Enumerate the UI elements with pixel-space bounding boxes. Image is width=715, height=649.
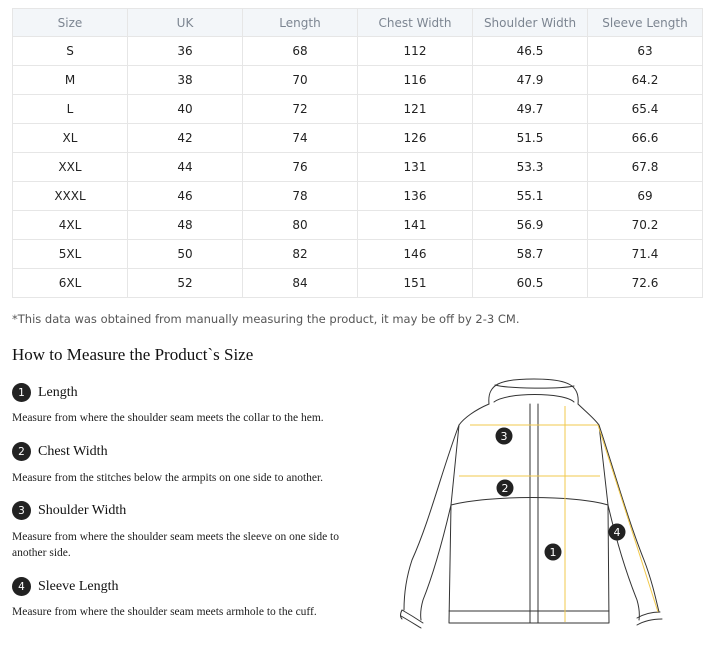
header-chest-width: Chest Width [358, 9, 473, 37]
cell-chest-width: 146 [358, 240, 473, 269]
step-description: Measure from where the shoulder seam meets armhole to the cuff. [12, 606, 317, 618]
cell-chest-width: 141 [358, 211, 473, 240]
cell-size: XXL [13, 153, 128, 182]
step-number-badge: 3 [12, 501, 31, 520]
step-description: Measure from where the shoulder seam meets the sleeve on one side to another side. [12, 531, 340, 559]
cell-sleeve-length: 69 [588, 182, 703, 211]
step-shoulder-width [12, 501, 126, 520]
cell-sleeve-length: 65.4 [588, 95, 703, 124]
cell-sleeve-length: 70.2 [588, 211, 703, 240]
cell-shoulder-width: 49.7 [473, 95, 588, 124]
cell-sleeve-length: 66.6 [588, 124, 703, 153]
step-title: Length [38, 384, 78, 400]
step-description: Measure from where the shoulder seam meets the collar to the hem. [12, 412, 324, 424]
step-title: Chest Width [38, 443, 108, 459]
cell-shoulder-width: 55.1 [473, 182, 588, 211]
cell-uk: 44 [128, 153, 243, 182]
table-row [13, 240, 703, 269]
cell-chest-width: 112 [358, 37, 473, 66]
table-row [13, 66, 703, 95]
cell-sleeve-length: 67.8 [588, 153, 703, 182]
step-length [12, 383, 78, 402]
cell-shoulder-width: 47.9 [473, 66, 588, 95]
jacket-diagram [395, 375, 675, 637]
step-number-badge: 4 [12, 577, 31, 596]
cell-uk: 50 [128, 240, 243, 269]
header-shoulder-width: Shoulder Width [473, 9, 588, 37]
cell-chest-width: 131 [358, 153, 473, 182]
cell-size: XXXL [13, 182, 128, 211]
table-header-row [13, 9, 703, 37]
header-size: Size [13, 9, 128, 37]
cell-size: S [13, 37, 128, 66]
cell-shoulder-width: 56.9 [473, 211, 588, 240]
measurement-note: *This data was obtained from manually measuring the product, it may be off by 2-3 CM. [12, 312, 520, 326]
cell-length: 70 [243, 66, 358, 95]
cell-uk: 48 [128, 211, 243, 240]
cell-sleeve-length: 71.4 [588, 240, 703, 269]
table-row [13, 37, 703, 66]
howto-title: How to Measure the Product`s Size [12, 345, 254, 364]
svg-text:2: 2 [501, 482, 509, 495]
svg-text:3: 3 [500, 430, 508, 443]
size-chart-table [12, 8, 703, 298]
table-row [13, 211, 703, 240]
step-title: Sleeve Length [38, 578, 119, 594]
cell-uk: 46 [128, 182, 243, 211]
table-row [13, 95, 703, 124]
table-row [13, 153, 703, 182]
cell-sleeve-length: 72.6 [588, 269, 703, 298]
step-sleeve-length [12, 577, 118, 596]
table-row [13, 124, 703, 153]
cell-chest-width: 126 [358, 124, 473, 153]
step-description: Measure from the stitches below the armpits on one side to another. [12, 472, 324, 484]
cell-length: 72 [243, 95, 358, 124]
cell-shoulder-width: 53.3 [473, 153, 588, 182]
cell-length: 82 [243, 240, 358, 269]
cell-uk: 42 [128, 124, 243, 153]
svg-text:1: 1 [549, 546, 557, 559]
cell-uk: 52 [128, 269, 243, 298]
cell-length: 76 [243, 153, 358, 182]
cell-length: 74 [243, 124, 358, 153]
cell-uk: 36 [128, 37, 243, 66]
cell-uk: 40 [128, 95, 243, 124]
cell-length: 80 [243, 211, 358, 240]
cell-size: L [13, 95, 128, 124]
marker-1-icon [545, 544, 562, 561]
table-row [13, 182, 703, 211]
cell-length: 68 [243, 37, 358, 66]
cell-sleeve-length: 64.2 [588, 66, 703, 95]
cell-shoulder-width: 60.5 [473, 269, 588, 298]
header-uk: UK [128, 9, 243, 37]
marker-2-icon [497, 480, 514, 497]
cell-length: 84 [243, 269, 358, 298]
cell-chest-width: 121 [358, 95, 473, 124]
cell-size: XL [13, 124, 128, 153]
header-length: Length [243, 9, 358, 37]
step-number-badge: 2 [12, 442, 31, 461]
cell-sleeve-length: 63 [588, 37, 703, 66]
cell-uk: 38 [128, 66, 243, 95]
header-sleeve-length: Sleeve Length [588, 9, 703, 37]
marker-3-icon [496, 428, 513, 445]
measure-guides [459, 406, 658, 622]
cell-length: 78 [243, 182, 358, 211]
cell-chest-width: 136 [358, 182, 473, 211]
cell-chest-width: 116 [358, 66, 473, 95]
cell-chest-width: 151 [358, 269, 473, 298]
cell-shoulder-width: 58.7 [473, 240, 588, 269]
cell-size: 5XL [13, 240, 128, 269]
cell-shoulder-width: 51.5 [473, 124, 588, 153]
table-row [13, 269, 703, 298]
marker-4-icon [609, 524, 626, 541]
step-number-badge: 1 [12, 383, 31, 402]
cell-size: M [13, 66, 128, 95]
cell-shoulder-width: 46.5 [473, 37, 588, 66]
step-chest-width [12, 442, 108, 461]
cell-size: 6XL [13, 269, 128, 298]
svg-text:4: 4 [613, 526, 621, 539]
step-title: Shoulder Width [38, 502, 127, 518]
cell-size: 4XL [13, 211, 128, 240]
